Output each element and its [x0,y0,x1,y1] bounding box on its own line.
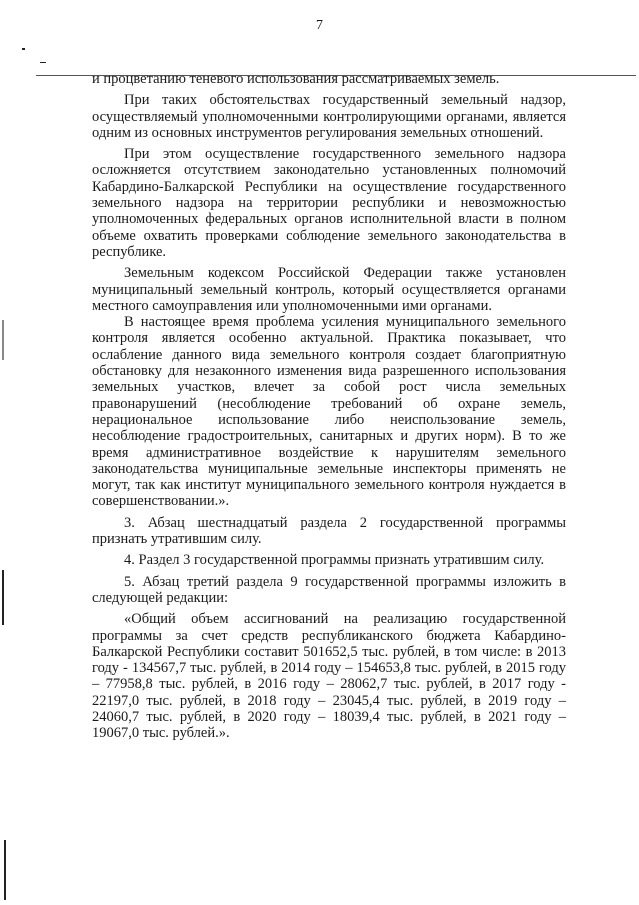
scan-edge-mark [4,840,6,900]
paragraph: и процветанию теневого использования рассматриваемых земель. [92,71,500,87]
paragraph: В настоящее время проблема усиления муниципального земельного контроля является особенно актуальной. Практика показывает, что ослабление данного вида земельного контроля создает благоприятную обстановку для незаконного изменения вида разрешенного использования земельных участков, влечет за собой рост числа земельных правонарушений (несоблюдение требований об охране земель, нерациональное использование либо неиспользование земель, несоблюдение градостроительных, санитарных и других норм). В то же время административное воздействие к нарушителям земельного законодательства муниципальные земельные инспекторы применять не могут, так как институт муниципального земельного контроля нуждается в совершенствовании.». [92,314,566,510]
paragraph: 5. Абзац третий раздела 9 государственной программы изложить в следующей редакции: [92,573,566,606]
paragraph: Земельным кодексом Российской Федерации также установлен муниципальный земельный контроль, который осуществляется органами местного самоуправления или уполномоченными ими органами. [92,265,566,314]
scan-mark [40,62,46,63]
scan-edge-mark [2,320,4,360]
body-text [92,71,566,747]
paragraph: «Общий объем ассигнований на реализацию государственной программы за счет средств республиканского бюджета Кабардино-Балкарской Республики составит 501652,5 тыс. рублей, в том числе: в 2013 году - 134567,7 тыс. рублей, в 2014 году – 154653,8 тыс. рублей, в 2015 году – 77958,8 тыс. рублей, в 2016 году – 28062,7 тыс. рублей, в 2017 году - 22197,0 тыс. рублей, в 2018 году – 23045,4 тыс. рублей, в 2019 году – 24060,7 тыс. рублей, в 2020 году – 18039,4 тыс. рублей, в 2021 году – 19067,0 тыс. рублей.». [92,611,566,742]
paragraph: При этом осуществление государственного земельного надзора осложняется отсутствием законодательно установленных полномочий Кабардино-Балкарской Республики на осуществление государственного земельного надзора на территории республики и невозможностью уполномоченных федеральных органов исполнительной власти в полном объеме охватить проверками соблюдение земельного законодательства в республике. [92,146,566,260]
paragraph: При таких обстоятельствах государственный земельный надзор, осуществляемый уполномоченными контролирующими органами, является одним из основных инструментов регулирования земельных отношений. [92,92,566,141]
scan-mark [22,48,25,50]
scan-edge-mark [2,570,4,625]
paragraph: 4. Раздел 3 государственной программы признать утратившим силу. [124,552,545,569]
page-number: 7 [316,18,323,33]
paragraph: 3. Абзац шестнадцатый раздела 2 государственной программы признать утратившим силу. [92,514,566,548]
